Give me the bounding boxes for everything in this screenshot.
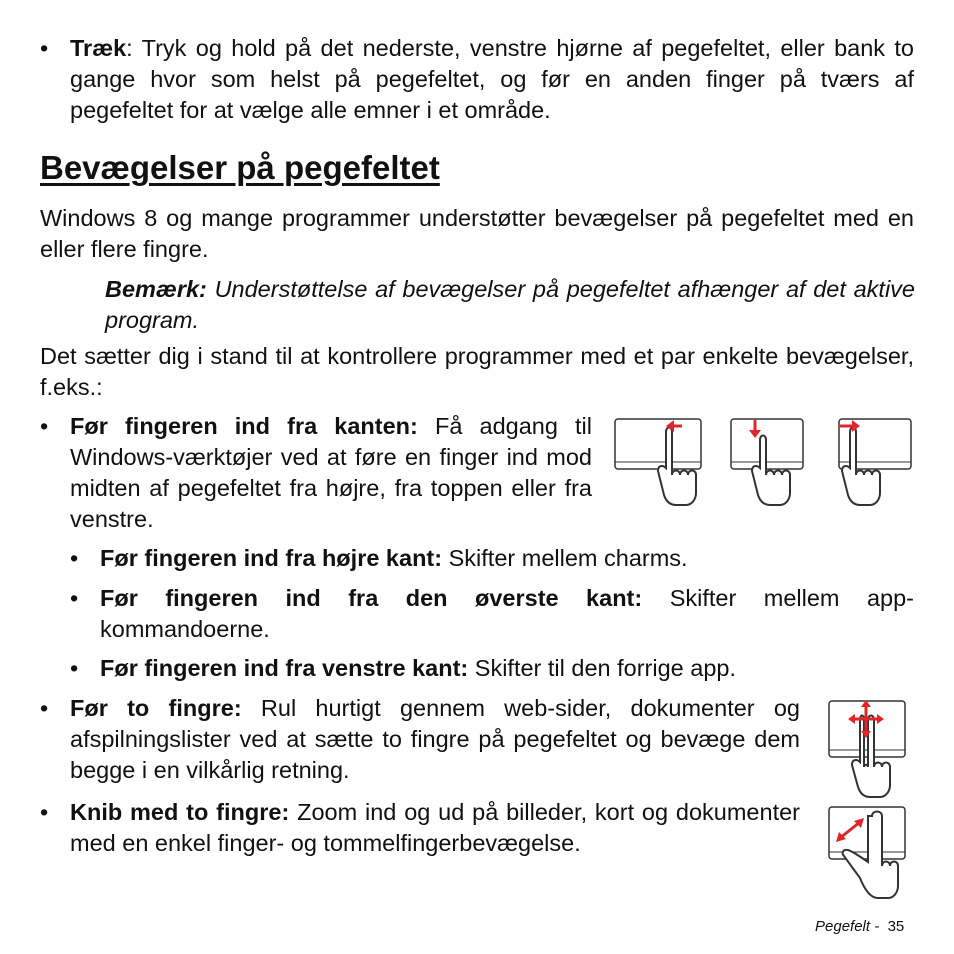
lead-text: Det sætter dig i stand til at kontrollere programmer med et par enkelte bevægelser, f.eks.: bbox=[40, 343, 914, 400]
sub-bullet-right-edge bbox=[100, 543, 914, 574]
body-text: Skifter til den forrige app. bbox=[468, 655, 737, 681]
footer-section: Pegefelt - bbox=[815, 918, 880, 935]
page-footer bbox=[815, 918, 904, 935]
term: Før fingeren ind fra den øverste kant: bbox=[100, 585, 643, 611]
note bbox=[105, 274, 915, 336]
bullet-marker: • bbox=[40, 35, 49, 61]
sub-bullet-marker: • bbox=[70, 545, 79, 571]
term: Før fingeren ind fra venstre kant: bbox=[100, 655, 469, 681]
sub-bullet-marker: • bbox=[70, 655, 79, 681]
body-text: : Tryk og hold på det nederste, venstre hjørne af pegefeltet, eller bank to gange hvor som helst på pegefeltet, og før en anden finger på tværs af pegefeltet for at vælge alle emner i et område. bbox=[70, 35, 914, 123]
bullet-pinch bbox=[70, 797, 800, 859]
sub-bullet-left-edge bbox=[100, 653, 914, 684]
term: Træk bbox=[70, 35, 127, 61]
bullet-marker: • bbox=[40, 413, 49, 439]
body-text: Zoom ind og ud på billeder, kort og dokumenter med en enkel finger- og tommelfingerbevægelse. bbox=[70, 799, 800, 856]
page-title: Bevægelser på pegefeltet bbox=[40, 149, 440, 186]
body-text: Rul hurtigt gennem web-sider, dokumenter og afspilningslister ved at sætte to fingre på pegefeltet og bevæge dem begge i en vilkårlig retning. bbox=[70, 695, 801, 783]
term: Før fingeren ind fra kanten: bbox=[70, 413, 418, 439]
term: Knib med to fingre: bbox=[70, 799, 290, 825]
sub-bullet-marker: • bbox=[70, 585, 79, 611]
bullet-edge-swipe bbox=[70, 411, 592, 535]
term: Før fingeren ind fra højre kant: bbox=[100, 545, 443, 571]
two-finger-scroll-illustration bbox=[828, 700, 908, 800]
bullet-marker: • bbox=[40, 799, 49, 825]
bullet-marker: • bbox=[40, 695, 49, 721]
swipe-from-top-illustration bbox=[730, 418, 810, 508]
pinch-zoom-illustration bbox=[828, 806, 908, 906]
sub-bullet-top-edge bbox=[100, 583, 914, 645]
note-text: Understøttelse af bevægelser på pegefeltet afhænger af det aktive program. bbox=[105, 276, 915, 333]
term: Før to fingre: bbox=[70, 695, 242, 721]
body-text: Skifter mellem app-kommandoerne. bbox=[100, 585, 915, 642]
note-label: Bemærk: bbox=[105, 276, 207, 302]
intro-text: Windows 8 og mange programmer understøtter bevægelser på pegefeltet med en eller flere fingre. bbox=[40, 205, 914, 262]
page-number: 35 bbox=[887, 918, 905, 935]
body-text: Få adgang til Windows-værktøjer ved at føre en finger ind mod midten af pegefeltet fra højre, fra toppen eller fra venstre. bbox=[70, 413, 593, 532]
swipe-from-right-illustration bbox=[614, 418, 704, 508]
body-text: Skifter mellem charms. bbox=[442, 545, 688, 571]
bullet-two-finger-scroll bbox=[70, 693, 800, 786]
swipe-from-left-illustration bbox=[838, 418, 918, 508]
intro-paragraph bbox=[70, 33, 914, 126]
